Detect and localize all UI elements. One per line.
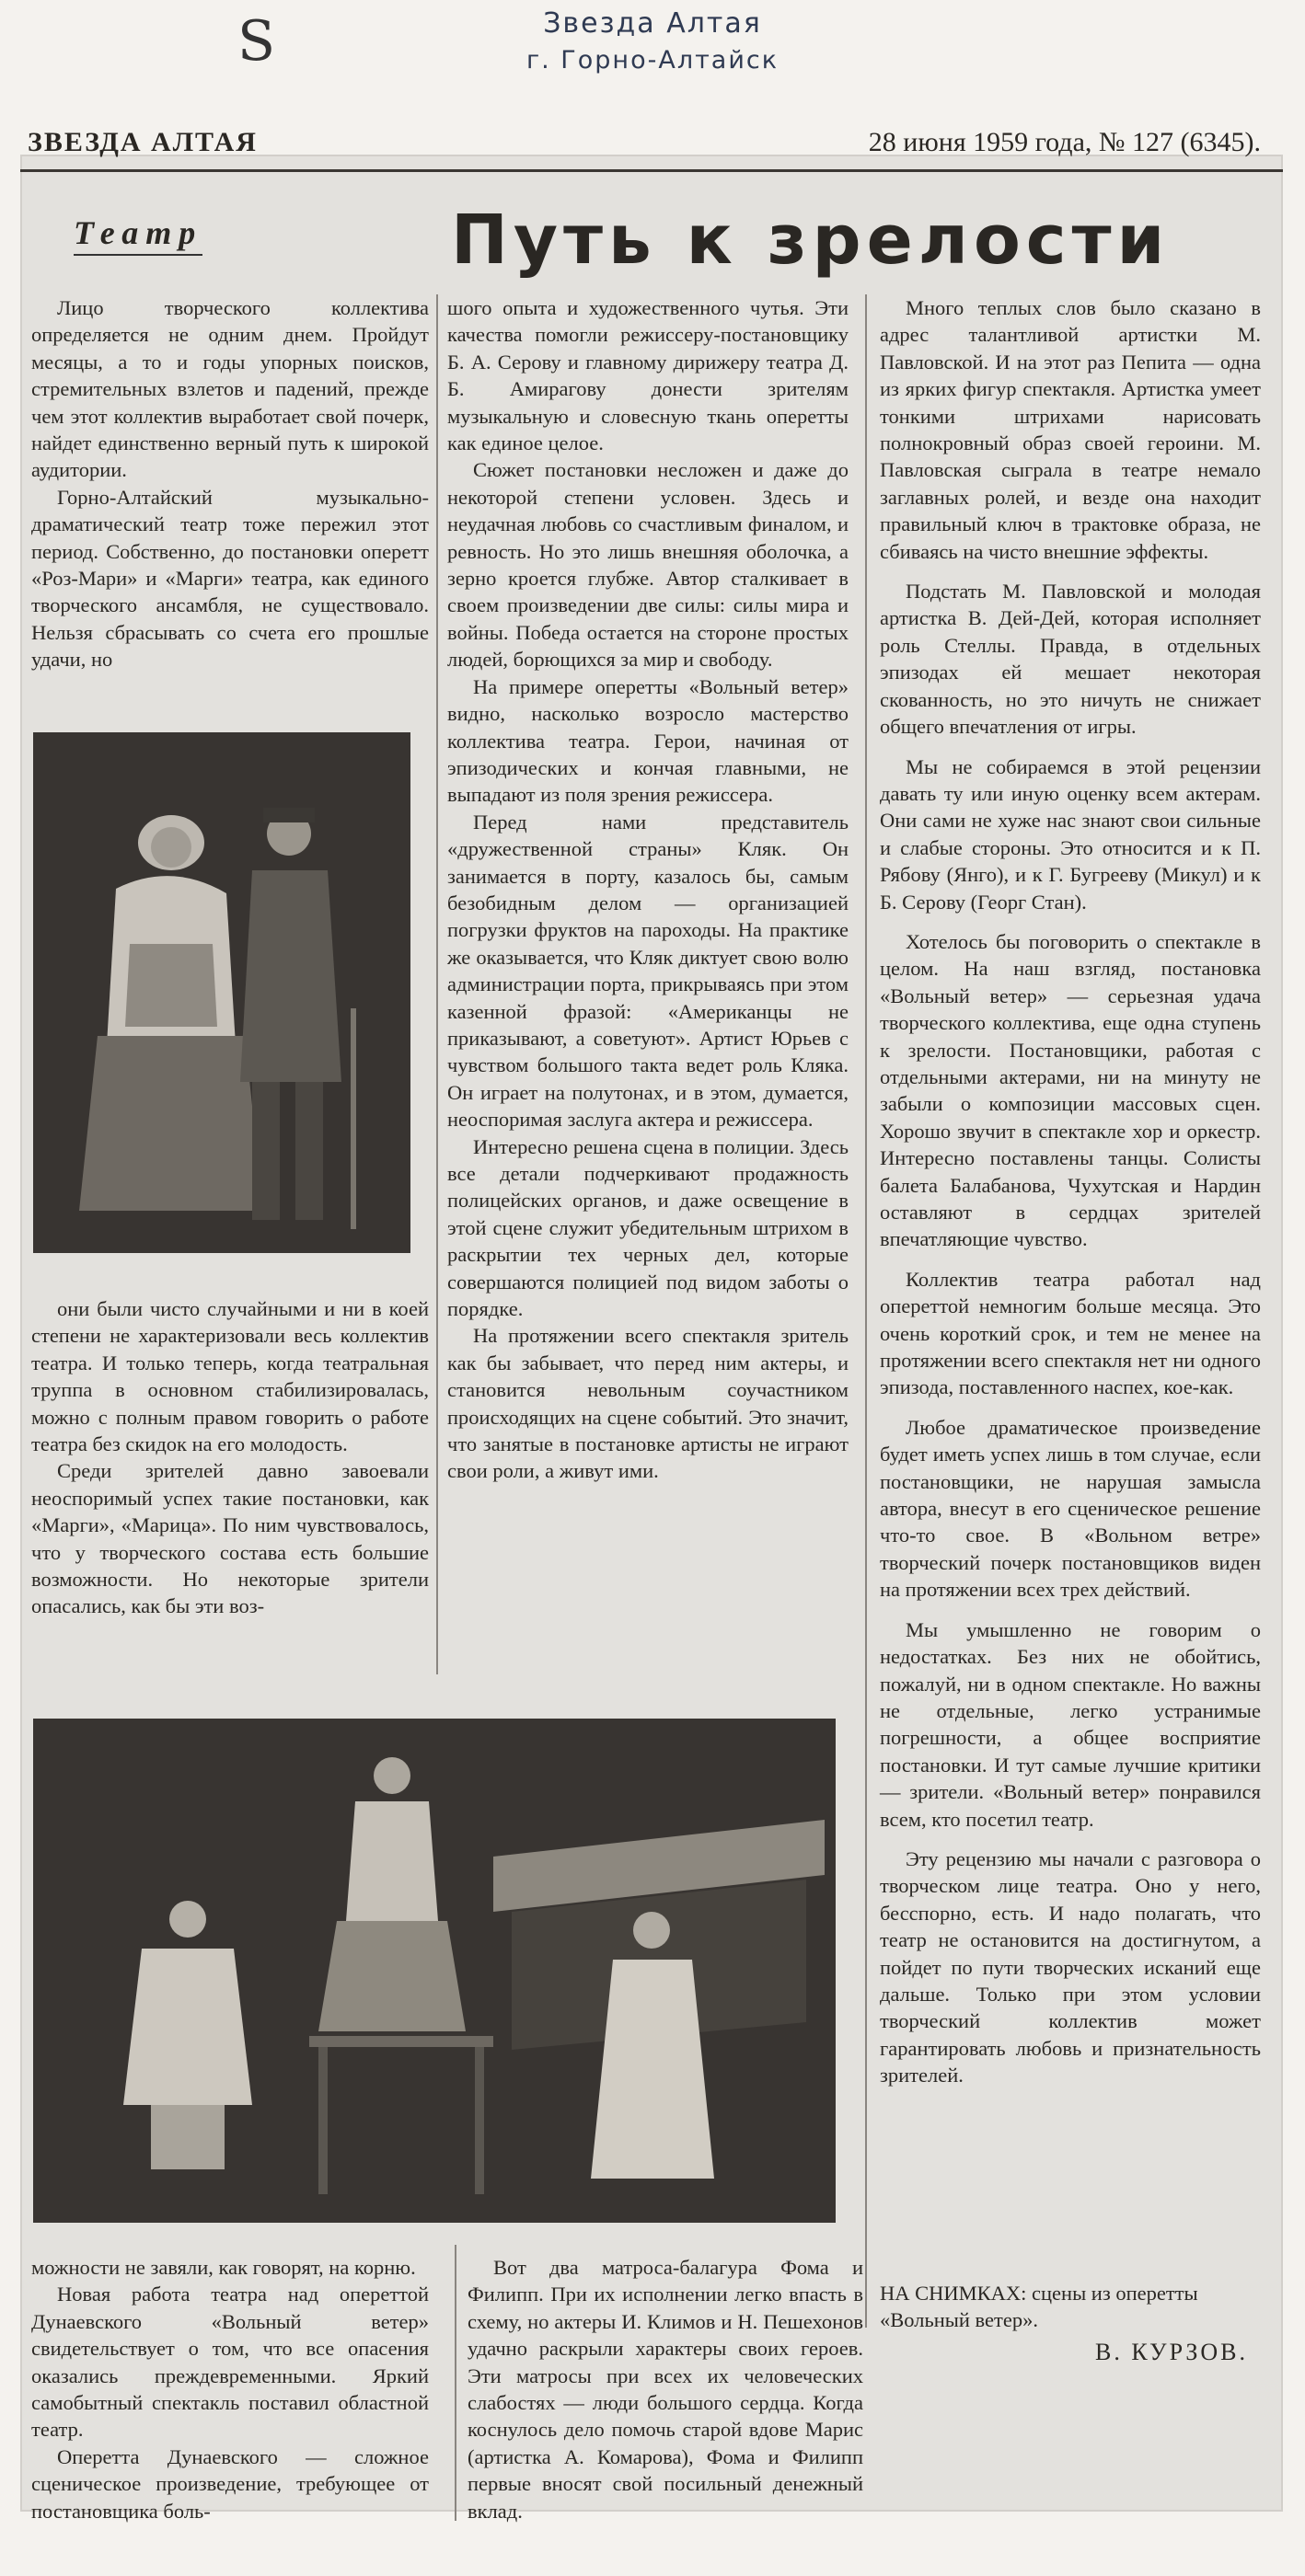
paragraph: Любое драматическое произведение будет иметь успех лишь в том случае, если постановщики, не нарушая замысла автора, внесут в его сценическое решение что-то свое. В «Вольном ветре» творческий почерк постановщиков виден на протяжении всех трех действий. [880, 1415, 1261, 1602]
paragraph: Оперетта Дунаевского — сложное сценическое произведение, требующее от постановщика боль- [31, 2444, 429, 2523]
paragraph: можности не завяли, как говорят, на корню. [31, 2256, 416, 2279]
rubric-label: Театр [74, 213, 202, 256]
column-1-top [31, 294, 429, 673]
photo-caption: НА СНИМКАХ: сцены из оперетты «Вольный ветер». [880, 2282, 1198, 2331]
masthead [28, 127, 1261, 167]
article-title: Путь к зрелости [451, 201, 1171, 280]
paragraph: Коллектив театра работал над опереттой немногим больше месяца. Это очень короткий срок, и тем не менее на протяжении всего спектакля нет ни одного эпизода, поставленного наспех, кое-как. [880, 1267, 1261, 1399]
photo-scene-2-image [33, 1719, 836, 2223]
column-divider [865, 294, 867, 2328]
paragraph: Хотелось бы поговорить о спектакле в целом. На наш взгляд, постановка «Вольный ветер» — серьезная удача творческого коллектива, еще одна ступень к зрелости. Постановщики, работая с отдельными актерами, ни на минуту не забыли о композиции массовых сцен. Хорошо звучит в спектакле хор и оркестр. Интересно поставлены танцы. Солисты балета Балабанова, Чухутская и Нардин оставляют в сердцах зрителей впечатляющие чувство. [880, 929, 1261, 1251]
issue-date: 28 июня 1959 года, № 127 (6345). [868, 127, 1261, 157]
paragraph: Новая работа театра над опереттой Дунаевского «Вольный ветер» свидетельствует о том, что все опасения оказались преждевременными. Яркий самобытный спектакль поставил областной театр. [31, 2283, 429, 2442]
paragraph: Подстать М. Павловской и молодая артистка В. Дей-Дей, которая исполняет роль Стеллы. Правда, в отдельных эпизодах ей мешает некоторая скованность, но это ничуть не снижает общего впечатления от игры. [880, 580, 1261, 739]
column-3 [880, 294, 1261, 2089]
paragraph: они были чисто случайными и ни в коей степени не характеризовали весь коллектив театра. И только теперь, когда театральная труппа в основном стабилизировалась, можно с полным правом говорить о работе театра без скидок на его молодость. [31, 1297, 429, 1456]
paragraph: шого опыта и художественного чутья. Эти качества помогли режиссеру-постановщику Б. А. Серову и главному дирижеру театра Д. Б. Амирагову донести зрителям музыкальную и словесную ткань оперетты как единое целое. [447, 296, 849, 455]
column-1-middle [31, 1295, 429, 1620]
paragraph: На примере оперетты «Вольный ветер» видно, насколько возросло мастерство коллектива театра. Герои, начиная от эпизодических и кончая главными, не выпадают из поля зрения режиссера. [447, 674, 849, 807]
paragraph: Среди зрителей давно завоевали неоспоримый успех такие постановки, как «Марги», «Марица». По ним чувствовалось, что у творческого состава есть большие возможности. Но некоторые зрители опасались, как бы эти воз- [31, 1459, 429, 1618]
paragraph: Мы не собираемся в этой рецензии давать ту или иную оценку всем актерам. Они сами не хуже нас знают свои сильные и слабые стороны. Это относится и к П. Рябову (Янго), и к Г. Бугрееву (Микул) и к Б. Серову (Георг Стан). [880, 754, 1261, 914]
photo-scene-2 [33, 1719, 836, 2223]
paragraph: Много теплых слов было сказано в адрес талантливой артистки М. Павловской. И на этот раз Пепита — одна из ярких фигур спектакля. Артистка умеет тонкими штрихами нарисовать полнокровный образ своей героини. М. Павловская сыграла в театре немало заглавных ролей, и везде она находит правильный ключ в трактовке образа, не сбиваясь на чисто внешние эффекты. [880, 296, 1261, 563]
masthead-rule [20, 169, 1283, 172]
paragraph: Интересно решена сцена в полиции. Здесь все детали подчеркивают продажность полицейских органов, и даже освещение в этой сцене служит убедительным штрихом в раскрытии тех черных дел, которые совершаются полицией под видом заботы о порядке. [447, 1134, 849, 1321]
paragraph: Эту рецензию мы начали с разговора о творческом лице театра. Оно у него, бесспорно, есть. И надо полагать, что театр не остановится на достигнутом, а пойдет по пути творческих исканий еще дальше. Только при этом условии творческий коллектив может гарантировать любовь и признательность зрителей. [880, 1846, 1261, 2087]
author-signature: В. КУРЗОВ. [1095, 2339, 1248, 2365]
column-2-bottom [468, 2254, 863, 2524]
handwritten-mark: S [237, 9, 276, 74]
photo-scene-1-image [33, 732, 410, 1253]
column-2 [447, 294, 849, 1485]
paragraph: Горно-Алтайский музыкально-драматический театр тоже пережил этот период. Собственно, до постановки оперетт «Роз-Мари» и «Марги» театра, как единого творческого ансамбля, не существовало. Нельзя сбрасывать со счета его прошлые удачи, но [31, 485, 429, 672]
paragraph: Вот два матроса-балагура Фома и Филипп. При их исполнении легко впасть в схему, но актеры И. Климов и Н. Пешехонов удачно раскрыли характеры своих героев. Эти матросы при всех их человеческих слабостях — люди большого сердца. Когда коснулось дело помочь старой вдове Марис (артистка А. Комарова), Фома и Филипп первые вносят свой посильный денежный вклад. [468, 2256, 863, 2523]
photo-scene-1 [33, 732, 410, 1253]
paragraph: Перед нами представитель «дружественной страны» Кляк. Он занимается в порту, казалось бы, самым безобидным делом — организацией погрузки фруктов на пароходы. На практике же оказывается, что Кляк диктует свою волю администрации порта, прикрываясь при этом казенной фразой: «Американцы не приказывают, а советуют». Артист Юрьев с чувством большого такта ведет роль Кляка. Он играет на полутонах, и в этом, думается, неоспоримая заслуга актера и режиссера. [447, 810, 849, 1132]
paragraph: Мы умышленно не говорим о недостатках. Без них не обойтись, пожалуй, ни в одном спектакле. Но важны не отдельные, легко устранимые погрешности, а общее восприятие постановки. И тут самые лучшие критики — зрители. «Вольный ветер» понравился всем, кто посетил театр. [880, 1617, 1261, 1831]
paragraph: На протяжении всего спектакля зритель как бы забывает, что перед ним актеры, и становится невольным соучастником происходящих на сцене событий. Это значит, что занятые в постановке артисты не играют свои роли, а живут ими. [447, 1324, 849, 1483]
column-divider [455, 2245, 456, 2521]
paragraph: Лицо творческого коллектива определяется не одним днем. Пройдут месяцы, а то и годы упорных поисков, стремительных взлетов и падений, прежде чем этот коллектив выработает свой почерк, найдет единственно верный путь к широкой аудитории. [31, 296, 429, 482]
paragraph: Сюжет постановки несложен и даже до некоторой степени условен. Здесь и неудачная любовь со счастливым финалом, и ревность. Но это лишь внешняя оболочка, а зерно кроется глубже. Автор сталкивает в своем произведении две силы: силы мира и войны. Победа остается на стороне простых людей, борющихся за мир и свободу. [447, 458, 849, 672]
newspaper-name: ЗВЕЗДА АЛТАЯ [28, 127, 258, 157]
archive-stamp-title: Звезда Алтая [543, 7, 762, 40]
column-1-bottom [31, 2254, 429, 2524]
archive-stamp-city: г. Горно-Алтайск [525, 46, 780, 75]
column-divider [436, 294, 438, 1674]
